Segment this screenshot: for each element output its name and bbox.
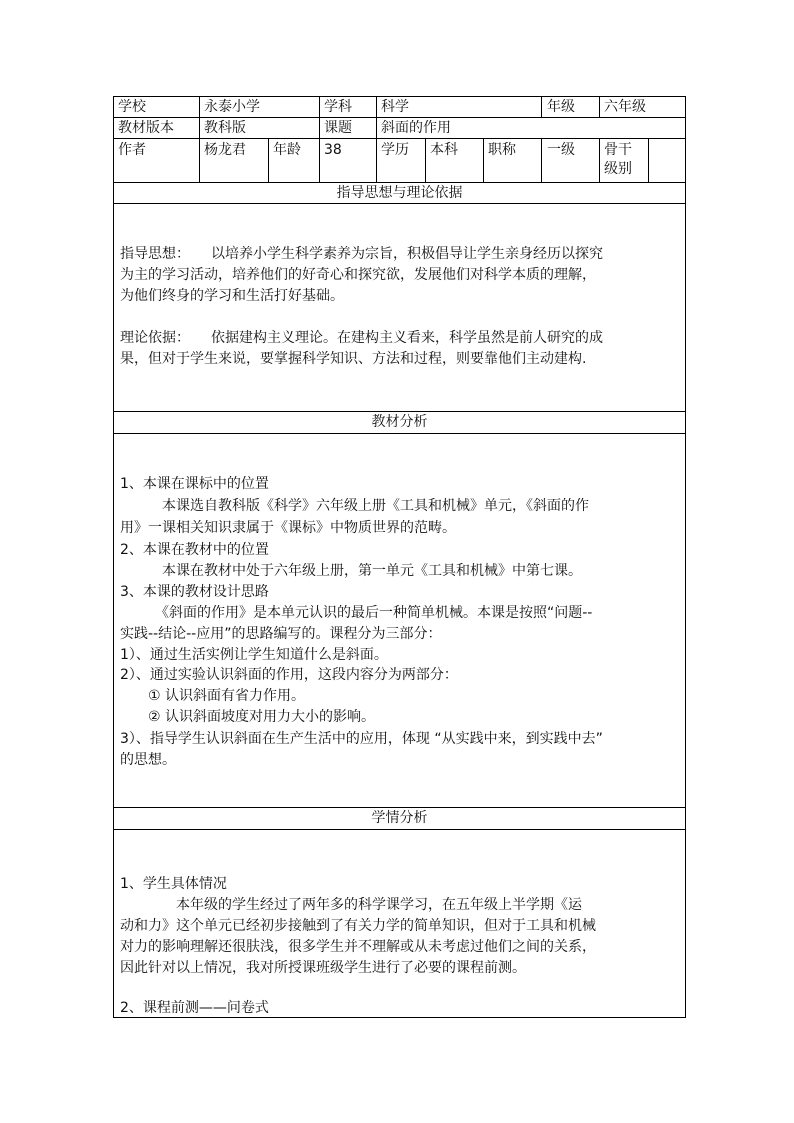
table-col-divider: [199, 138, 200, 183]
table-col-divider: [199, 96, 200, 118]
table-col-divider: [483, 138, 484, 183]
edition-label: 教材版本: [118, 120, 174, 136]
table-col-divider: [376, 96, 377, 118]
education-label: 学历: [381, 142, 409, 158]
table-border-left: [113, 96, 114, 1018]
table-row-divider: [113, 807, 686, 808]
textbook-line: 3、本课的教材设计思路: [120, 584, 269, 600]
topic-value: 斜面的作用: [381, 120, 451, 136]
guide-line-1: 指导思想： 以培养小学生科学素养为宗旨，积极倡导让学生亲身经历以探究: [120, 246, 603, 262]
school-label: 学校: [118, 99, 146, 115]
table-col-divider: [541, 138, 542, 183]
table-row-divider: [113, 411, 686, 412]
table-col-divider: [425, 138, 426, 183]
table-border-right: [685, 96, 686, 1018]
table-col-divider: [319, 96, 320, 118]
section-title-students: 学情分析: [371, 810, 428, 826]
students-line: 动和力》这个单元已经初步接触到了有关力学的简单知识，但对于工具和机械: [120, 918, 596, 934]
theory-line-2: 果，但对于学生来说，要掌握科学知识、方法和过程，则要靠他们主动建构.: [120, 351, 587, 367]
table-col-divider: [319, 138, 320, 183]
table-col-divider: [376, 117, 377, 139]
textbook-line: 1）、通过生活实例让学生知道什么是斜面。: [120, 647, 388, 663]
textbook-line: ② 认识斜面坡度对用力大小的影响。: [120, 709, 375, 725]
guide-line-3: 为他们终身的学习和生活打好基础。: [120, 288, 344, 304]
section-title-guiding: 指导思想与理论依据: [336, 185, 463, 201]
textbook-line: 本课选自教科版《科学》六年级上册《工具和机械》单元，《斜面的作: [120, 498, 589, 514]
table-col-divider: [599, 138, 600, 183]
textbook-line: 2、本课在教材中的位置: [120, 542, 269, 558]
table-col-divider: [199, 117, 200, 139]
textbook-line: ① 认识斜面有省力作用。: [120, 688, 306, 704]
school-value: 永泰小学: [204, 99, 260, 115]
level-label-line2: 级别: [604, 161, 632, 177]
edition-value: 教科版: [204, 120, 246, 136]
section-title-textbook: 教材分析: [371, 414, 428, 430]
grade-label: 年级: [547, 99, 575, 115]
subject-value: 科学: [381, 99, 409, 115]
grade-value: 六年级: [604, 99, 646, 115]
textbook-line: 本课在教材中处于六年级上册，第一单元《工具和机械》中第七课。: [120, 563, 582, 579]
students-line: 因此针对以上情况，我对所授课班级学生进行了必要的课程前测。: [120, 960, 526, 976]
age-label: 年龄: [273, 142, 301, 158]
table-col-divider: [599, 96, 600, 118]
textbook-line: 3）、指导学生认识斜面在生产生活中的应用，体现 “从实践中来，到实践中去”: [120, 731, 603, 747]
table-row-divider: [113, 203, 686, 204]
textbook-line: 1、本课在课标中的位置: [120, 476, 269, 492]
students-line: 本年级的学生经过了两年多的科学课学习，在五年级上半学期《运: [120, 897, 582, 913]
students-line: 对力的影响理解还很肤浅，很多学生并不理解或从未考虑过他们之间的关系，: [120, 939, 596, 955]
textbook-line: 的思想。: [120, 752, 176, 768]
title-label: 职称: [488, 142, 516, 158]
students-line: 1、学生具体情况: [120, 876, 227, 892]
age-value: 38: [324, 142, 342, 158]
education-value: 本科: [430, 142, 458, 158]
title-value: 一级: [547, 142, 575, 158]
topic-label: 课题: [324, 120, 352, 136]
textbook-line: 用》一课相关知识隶属于《课标》中物质世界的范畴。: [120, 520, 456, 536]
theory-line-1: 理论依据： 依据建构主义理论。在建构主义看来，科学虽然是前人研究的成: [120, 330, 603, 346]
table-col-divider: [319, 117, 320, 139]
table-row-divider: [113, 829, 686, 830]
author-label: 作者: [118, 142, 146, 158]
level-label-line1: 骨干: [604, 142, 632, 158]
students-line: 2、课程前测——问卷式: [120, 1000, 269, 1016]
author-value: 杨龙君: [204, 142, 246, 158]
table-col-divider: [268, 138, 269, 183]
table-col-divider: [376, 138, 377, 183]
textbook-line: 《斜面的作用》是本单元认识的最后一种简单机械。本课是按照“问题--: [120, 605, 593, 621]
textbook-line: 2）、通过实验认识斜面的作用，这段内容分为两部分：: [120, 667, 458, 683]
table-row-divider: [113, 433, 686, 434]
textbook-line: 实践--结论--应用”的思路编写的。课程分为三部分：: [120, 626, 442, 642]
guide-line-2: 为主的学习活动，培养他们的好奇心和探究欲，发展他们对科学本质的理解，: [120, 267, 596, 283]
table-col-divider: [648, 138, 649, 183]
table-col-divider: [541, 96, 542, 118]
subject-label: 学科: [324, 99, 352, 115]
